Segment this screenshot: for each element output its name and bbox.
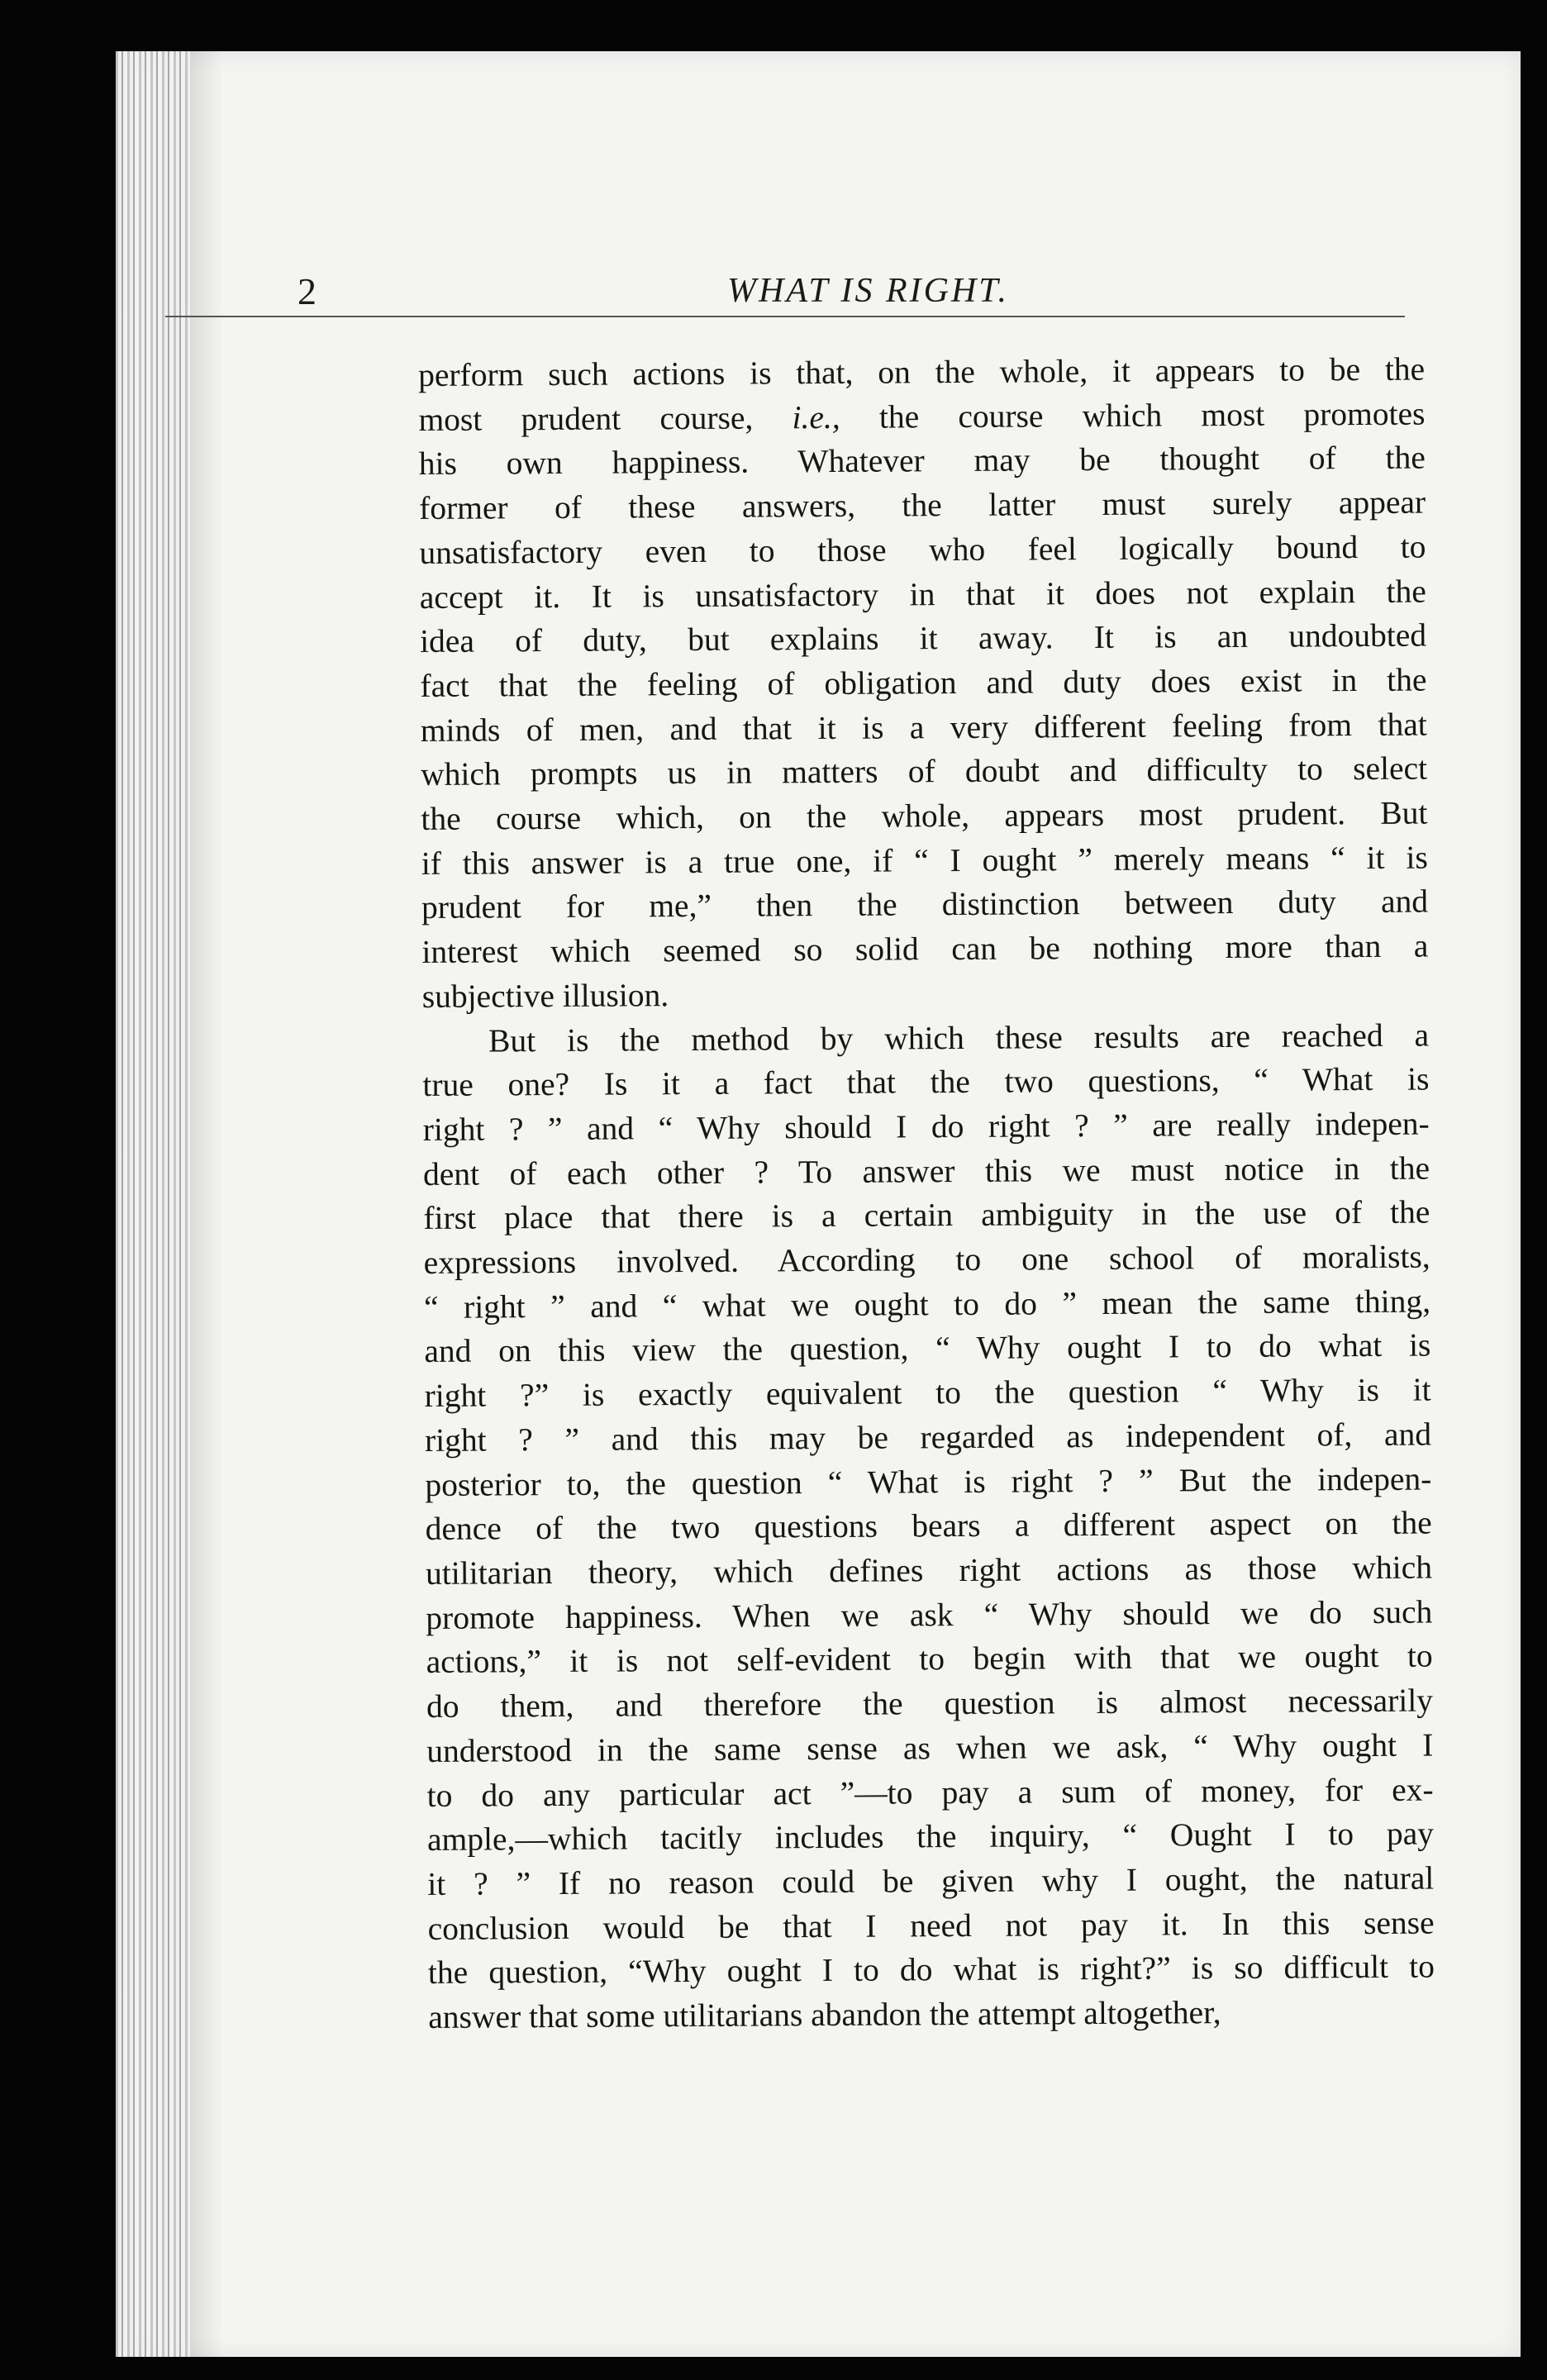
text-line: if this answer is a true one, if “ I ought ” merely means “ it is [421,839,1428,882]
gutter-shadow [190,51,223,2357]
text-line: minds of men, and that it is a very different feeling from that [420,706,1427,749]
text-line: understood in the same sense as when we ask, “ Why ought I [426,1726,1434,1769]
text-line: the question, “Why ought I to do what is right?” is so difficult to [427,1948,1435,1992]
text-line: fact that the feeling of obligation and duty does exist in the [420,661,1427,704]
page-edge-gutter [116,51,190,2357]
text-line: perform such actions is that, on the whole, it appears to be the [418,350,1426,393]
text-line: actions,” it is not self-evident to begin with that we ought to [426,1637,1433,1681]
text-line: right ?” is exactly equivalent to the question “ Why is it [424,1371,1431,1415]
text-line: which prompts us in matters of doubt and difficulty to select [420,750,1428,793]
text-line: and on this view the question, “ Why ought I to do what is [424,1327,1431,1370]
text-line: ample,—which tacitly includes the inquiry, “ Ought I to pay [426,1815,1435,1859]
text-line: accept it. It is unsatisfactory in that it does not explain the [419,573,1426,616]
text-line: interest which seemed so solid can be nothing more than a [421,927,1429,971]
page-number: 2 [298,270,317,312]
text-line: promote happiness. When we ask “ Why should we do such [426,1593,1433,1636]
text-line: dent of each other ? To answer this we must notice in the [422,1150,1430,1192]
text-line: expressions involved. According to one school of moralists, [423,1238,1430,1282]
text-line: right ? ” and “ Why should I do right ? ” are really indepen- [422,1105,1430,1148]
text-line: the course which, on the whole, appears most prudent. But [421,794,1428,838]
text-line: idea of duty, but explains it away. It is an undoubted [419,616,1427,660]
text-line: dence of the two questions bears a different aspect on the [425,1504,1432,1548]
running-head [298,264,1405,322]
text-line: unsatisfactory even to those who feel logically bound to [419,528,1426,571]
text-line: true one? Is it a fact that the two questions, “ What is [422,1060,1430,1104]
text-line: answer that some utilitarians abandon the attempt altogether, [428,1994,1221,2035]
paragraph-1 [418,348,1429,1020]
text-line: posterior to, the question “ What is right ? ” But the indepen- [425,1460,1432,1503]
text-line: conclusion would be that I need not pay it. In this sense [427,1904,1435,1947]
text-line: right ? ” and this may be regarded as independent of, and [424,1416,1432,1459]
body-text [418,348,1435,2040]
running-title: WHAT IS RIGHT. [727,272,1010,310]
text-line: “ right ” and “ what we ought to do ” mean the same thing, [423,1283,1431,1326]
text-line: his own happiness. Whatever may be thought of the [418,439,1426,483]
text-line: it ? ” If no reason could be given why I ought, the natural [427,1859,1435,1902]
header-rule [165,316,1405,317]
text-line: prudent for me,” then the distinction between duty and [421,883,1429,926]
text-line: former of these answers, the latter must surely appear [419,483,1426,527]
paragraph-2 [422,1013,1435,2040]
text-line: most prudent course, i.e., the course which most promotes [418,395,1426,438]
text-line: to do any particular act ”—to pay a sum of money, for ex- [426,1771,1434,1814]
text-line: first place that there is a certain ambiguity in the use of the [423,1193,1430,1237]
text-line: do them, and therefore the question is almost necessarily [426,1682,1434,1726]
text-line: But is the method by which these results are reached a [488,1016,1430,1059]
italic-abbreviation: i.e., [792,398,840,436]
text-line: utilitarian theory, which defines right actions as those which [425,1549,1433,1592]
text-line: subjective illusion. [421,977,669,1015]
